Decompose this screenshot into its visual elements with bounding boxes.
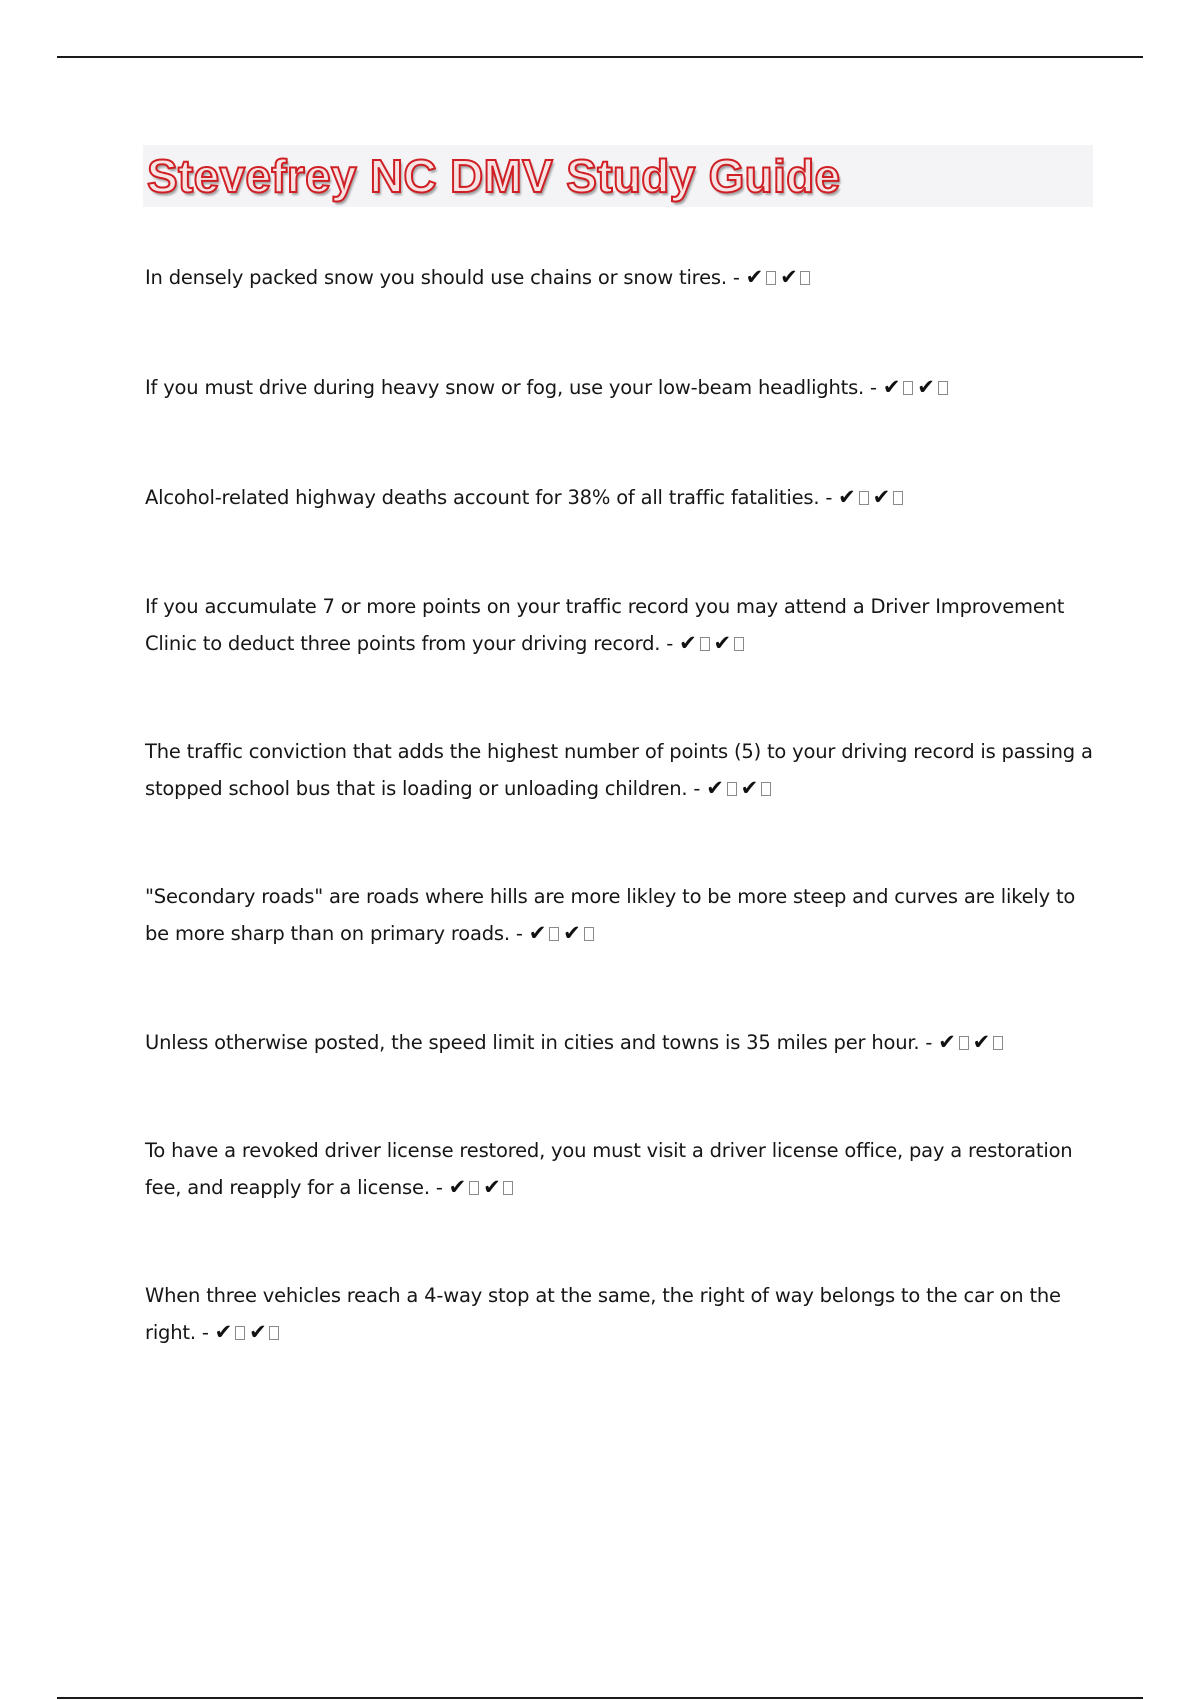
separator: - xyxy=(819,486,839,509)
empty-box-icon xyxy=(503,1181,513,1195)
check-icon: ✔ xyxy=(838,485,856,509)
answer-marks xyxy=(938,1031,1007,1054)
study-item xyxy=(145,259,1095,296)
answer-marks xyxy=(449,1176,518,1199)
separator: - xyxy=(195,1321,215,1344)
empty-box-icon xyxy=(766,271,776,285)
empty-box-icon xyxy=(938,381,948,395)
document-title: Stevefrey NC DMV Study Guide xyxy=(147,150,841,202)
study-item xyxy=(145,1024,1095,1061)
study-item-text: If you must drive during heavy snow or fog, use your low-beam headlights. xyxy=(145,376,865,399)
study-item-text: The traffic conviction that adds the highest number of points (5) to your driving record is passing a stopped school bus that is loading or unloading children. xyxy=(145,740,1093,800)
check-icon: ✔ xyxy=(872,485,890,509)
check-icon: ✔ xyxy=(740,776,759,800)
check-icon: ✔ xyxy=(917,375,935,399)
empty-box-icon xyxy=(959,1036,969,1050)
empty-box-icon xyxy=(859,491,869,505)
check-icon: ✔ xyxy=(528,921,547,945)
empty-box-icon xyxy=(269,1326,279,1340)
separator: - xyxy=(726,266,746,289)
check-icon: ✔ xyxy=(563,921,581,945)
study-item xyxy=(145,734,1095,807)
answer-marks xyxy=(746,266,815,289)
study-item-text: In densely packed snow you should use chains or snow tires. xyxy=(145,266,727,289)
separator: - xyxy=(429,1176,449,1199)
study-item xyxy=(145,1278,1095,1351)
study-item-text: "Secondary roads" are roads where hills are more likley to be more steep and curves are likely to be more sharp than on primary roads. xyxy=(145,885,1076,945)
study-item xyxy=(145,479,1095,516)
check-icon: ✔ xyxy=(249,1320,267,1344)
study-item xyxy=(145,1133,1095,1206)
empty-box-icon xyxy=(549,927,559,941)
empty-box-icon xyxy=(734,637,744,651)
check-icon: ✔ xyxy=(448,1175,467,1199)
empty-box-icon xyxy=(235,1326,245,1340)
separator: - xyxy=(864,376,883,399)
answer-marks xyxy=(215,1321,284,1344)
check-icon: ✔ xyxy=(679,631,697,655)
empty-box-icon xyxy=(584,927,594,941)
study-item-text: Unless otherwise posted, the speed limit in cities and towns is 35 miles per hour. xyxy=(145,1031,920,1054)
empty-box-icon xyxy=(993,1036,1003,1050)
check-icon: ✔ xyxy=(780,265,798,289)
separator: - xyxy=(509,922,529,945)
study-item-text: Alcohol-related highway deaths account for 38% of all traffic fatalities. xyxy=(145,486,820,509)
answer-marks xyxy=(529,922,598,945)
check-icon: ✔ xyxy=(972,1030,991,1054)
check-icon: ✔ xyxy=(882,375,901,399)
study-item-text: When three vehicles reach a 4-way stop at the same, the right of way belongs to the car on the right. xyxy=(145,1284,1061,1344)
study-item-text: If you accumulate 7 or more points on your traffic record you may attend a Driver Improvement Clinic to deduct three points from your driving record. xyxy=(145,595,1065,655)
study-item-text: To have a revoked driver license restored, you must visit a driver license office, pay a restoration fee, and reapply for a license. xyxy=(145,1139,1073,1199)
study-item xyxy=(145,369,1095,406)
header-rule xyxy=(57,56,1143,58)
empty-box-icon xyxy=(903,381,913,395)
study-item xyxy=(145,589,1095,662)
empty-box-icon xyxy=(761,782,771,796)
study-item xyxy=(145,879,1095,952)
empty-box-icon xyxy=(700,637,710,651)
check-icon: ✔ xyxy=(706,776,724,800)
answer-marks xyxy=(838,486,907,509)
check-icon: ✔ xyxy=(713,631,731,655)
empty-box-icon xyxy=(800,271,810,285)
separator: - xyxy=(660,632,680,655)
separator: - xyxy=(919,1031,939,1054)
empty-box-icon xyxy=(727,782,737,796)
separator: - xyxy=(687,777,707,800)
empty-box-icon xyxy=(469,1181,479,1195)
answer-marks xyxy=(706,777,775,800)
check-icon: ✔ xyxy=(745,265,764,289)
answer-marks xyxy=(883,376,952,399)
footer-rule xyxy=(57,1697,1143,1699)
check-icon: ✔ xyxy=(938,1030,956,1054)
title-banner xyxy=(143,145,1093,207)
empty-box-icon xyxy=(893,491,903,505)
answer-marks xyxy=(679,632,748,655)
check-icon: ✔ xyxy=(214,1320,233,1344)
check-icon: ✔ xyxy=(483,1175,501,1199)
